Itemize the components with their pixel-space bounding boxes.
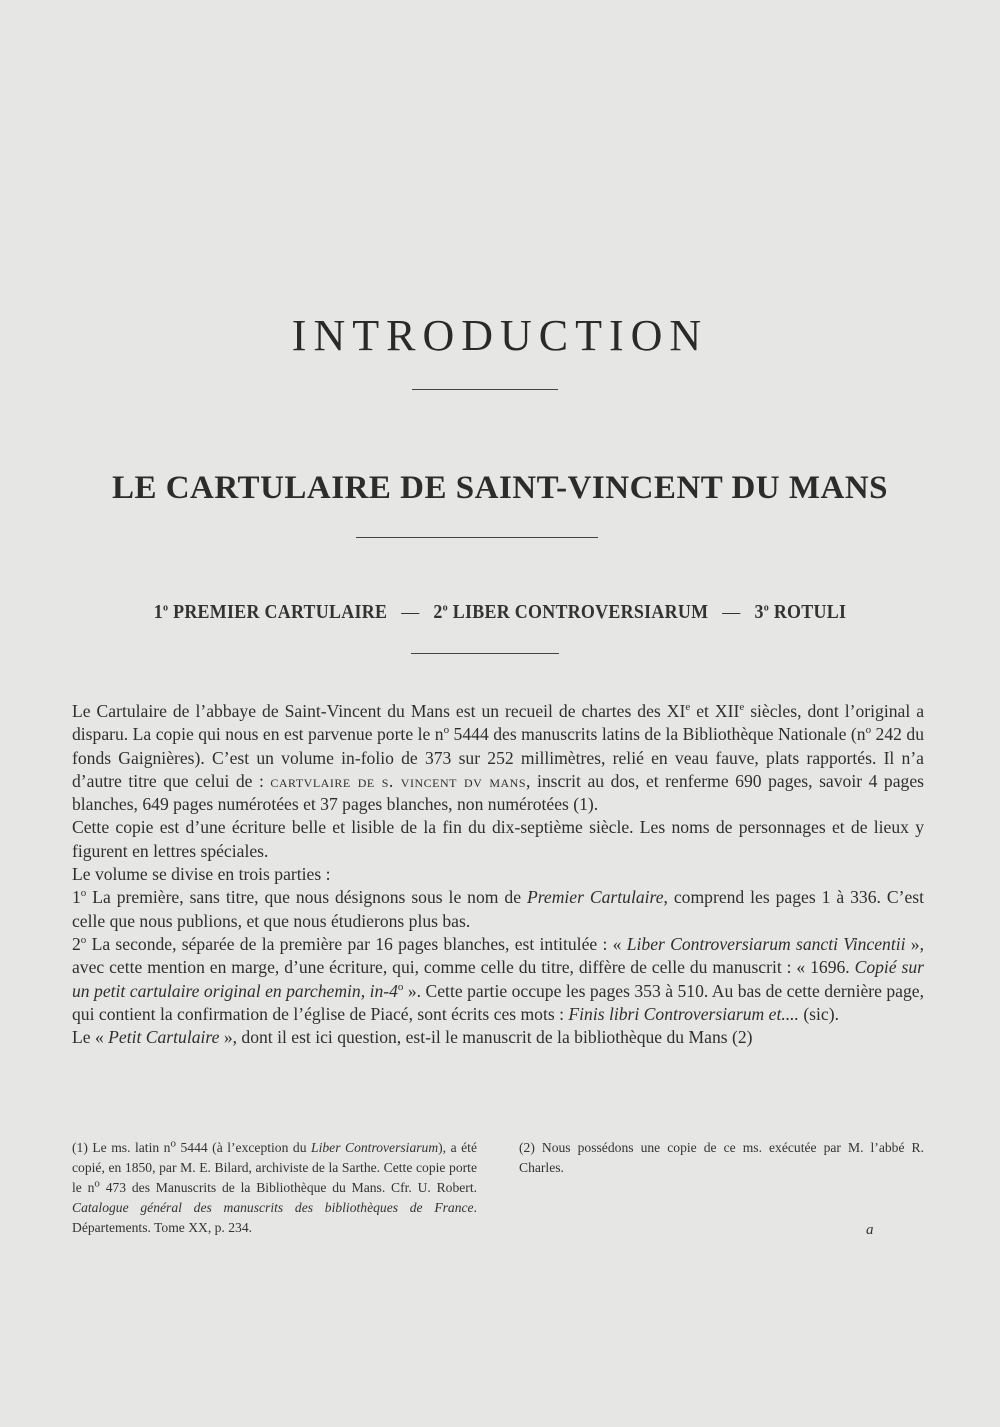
title-divider [412,389,558,390]
section-1-label: PREMIER CARTULAIRE [168,602,388,623]
paragraph-2: Cette copie est d’une écriture belle et lisible de la fin du dix-septième siècle. Les noms de personnages et de lieux y figurent en lettres spéciales. [72,817,924,861]
section-1-number: 1 [153,602,163,623]
section-list: 1$^o$ PREMIER CARTULAIRE — 2$^o$ LIBER CONTROVERSIARUM — 3$^o$ ROTULI [153,601,847,623]
subtitle-divider [356,537,598,538]
section-2-number: 2 [433,602,443,623]
paragraph-5: 2$^o$ La seconde, séparée de la première par 16 pages blanches, est intitulée : « Liber Controversiarum sancti Vincentii », avec cette mention en marge, d’une écriture, qui, comme celle du titre, diffère de celle du manuscrit : « 1696. Copié sur un petit cartulaire original en parchemin, in-4$^o$ ». Cette partie occupe les pages 353 à 510. Au bas de cette dernière page, qui contient la confirmation de l’église de Piacé, sont écrits ces mots : Finis libri Controversiarum et.... (sic). [72,933,924,1024]
signature-mark: a [866,1222,874,1238]
section-separator: — [722,602,741,623]
footnotes [72,1138,924,1238]
page-title: INTRODUCTION [291,311,709,360]
section-2-label: LIBER CONTROVERSIARUM [448,602,709,623]
footnote-2: (2) Nous possédons une copie de ce ms. exécutée par M. l’abbé R. Charles. [519,1140,924,1175]
paragraph-1: Le Cartulaire de l’abbaye de Saint-Vincent du Mans est un recueil de chartes des XIe et XIIe siècles, dont l’original a disparu. La copie qui nous en est parvenue porte le $n^o$ 5444 des manuscrits latins de la Bibliothèque Nationale ($n^o$ 242 du fonds Gaignières). C’est un volume in-folio de 373 sur 252 millimètres, relié en veau fauve, plats rapportés. Il n’a d’autre titre que celui de : cartvlaire de s. vincent dv mans, inscrit au dos, et renferme 690 pages, savoir 4 pages blanches, 649 pages numérotées et 37 pages blanches, non numérotées (1). [72,701,925,815]
footnote-column-left [72,1138,477,1238]
paragraph-3: Le volume se divise en trois parties : [72,864,331,885]
paragraph-4: 1$^o$ La première, sans titre, que nous désignons sous le nom de Premier Cartulaire, comprend les pages 1 à 336. C’est celle que nous publions, et que nous étudierons plus bas. [72,887,924,931]
sections-divider [411,653,559,654]
section-3-label: ROTULI [769,602,847,623]
footnote-1: (1) Le ms. latin $n^o$ 5444 (à l’exception du Liber Controversiarum), a été copié, en 1850, par M. E. Bilard, archiviste de la Sarthe. Cette copie porte le $n^o$ 473 des Manuscrits de la Bibliothèque du Mans. Cfr. U. Robert. Catalogue général des manuscrits des bibliothèques de France. Départements. Tome XX, p. 234. [72,1137,477,1235]
paragraph-6: Le « Petit Cartulaire », dont il est ici question, est-il le manuscrit de la bibliothèque du Mans (2) [72,1027,753,1048]
body-text [72,700,924,1049]
footnote-column-right [519,1138,924,1238]
section-separator: — [401,602,420,623]
document-subtitle: LE CARTULAIRE DE SAINT-VINCENT DU MANS [111,470,889,506]
section-3-number: 3 [754,602,764,623]
manuscript-title-smallcaps: cartvlaire de s. vincent dv mans [270,770,527,791]
